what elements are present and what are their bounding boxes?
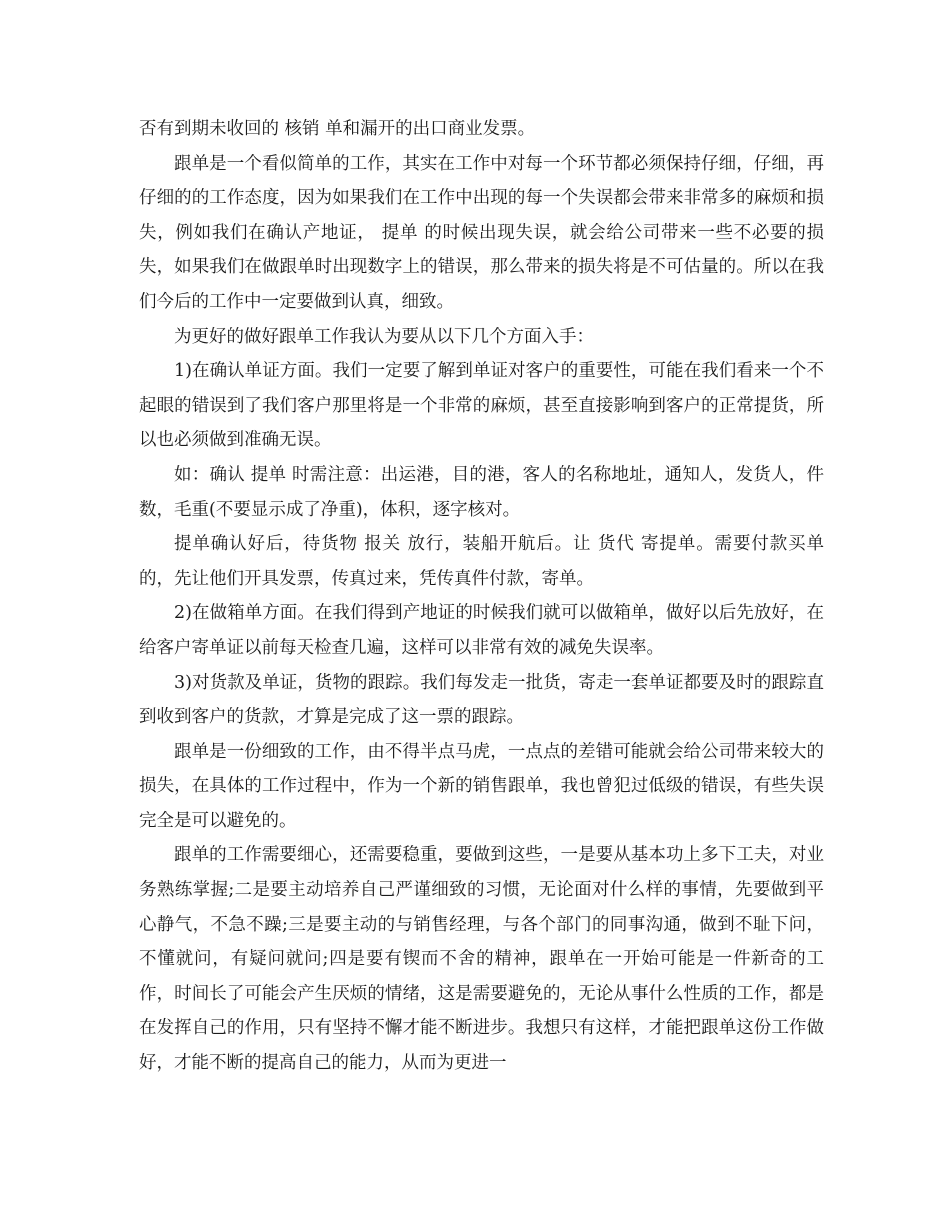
- document-body: [139, 112, 824, 1081]
- paragraph-bill-of-lading-check: 如：确认 提单 时需注意：出运港，目的港，客人的名称地址，通知人，发货人，件数，毛重(不要显示成了净重)，体积，逐字核对。: [139, 464, 824, 520]
- paragraph-continuation: 否有到期未收回的 核销 单和漏开的出口商业发票。: [139, 119, 536, 139]
- paragraph-approach-intro: 为更好的做好跟单工作我认为要从以下几个方面入手：: [174, 326, 594, 347]
- paragraph-bill-of-lading-confirmed: 提单确认好后，待货物 报关 放行，装船开航后。让 货代 寄提单。需要付款买单的，先让他们开具发票，传真过来，凭传真件付款，寄单。: [139, 534, 824, 589]
- paragraph-point-2-packing-list: 2)在做箱单方面。在我们得到产地证的时候我们就可以做箱单，做好以后先放好，在给客户寄单证以前每天检查几遍，这样可以非常有效的减免失误率。: [139, 603, 824, 658]
- paragraph-detail-work: 跟单是一份细致的工作，由不得半点马虎，一点点的差错可能就会给公司带来较大的损失，在具体的工作过程中，作为一个新的销售跟单，我也曾犯过低级的错误，有些失误完全是可以避免的。: [139, 741, 824, 831]
- paragraph-point-3-tracking: 3)对货款及单证，货物的跟踪。我们每发走一批货，寄走一套单证都要及时的跟踪直到收到客户的货款，才算是完成了这一票的跟踪。: [139, 672, 824, 728]
- paragraph-care-importance: 跟单是一个看似简单的工作，其实在工作中对每一个环节都必须保持仔细，仔细，再仔细的的工作态度，因为如果我们在工作中出现的每一个失误都会带来非常多的麻烦和损失，例如我们在确认产地证， 提单 的时候出现失误，就会给公司带来一些不必要的损失，如果我们在做跟单时出现数字上的错误，那么带来的损失将是不可估量的。所以在我们今后的工作中一定要做到认真，细致。: [139, 153, 824, 312]
- paragraph-requirements: 跟单的工作需要细心，还需要稳重，要做到这些，一是要从基本功上多下工夫，对业务熟练掌握;二是要主动培养自己严谨细致的习惯，无论面对什么样的事情，先要做到平心静气，不急不躁;三是要主动的与销售经理，与各个部门的同事沟通，做到不耻下问，不懂就问，有疑问就问;四是要有锲而不舍的精神，跟单在一开始可能是一件新奇的工作，时间长了可能会产生厌烦的情绪，这是需要避免的，无论从事什么性质的工作，都是在发挥自己的作用，只有坚持不懈才能不断进步。我想只有这样，才能把跟单这份工作做好，才能不断的提高自己的能力，从而为更进一: [139, 845, 824, 1074]
- paragraph-point-1-documents: 1)在确认单证方面。我们一定要了解到单证对客户的重要性，可能在我们看来一个不起眼的错误到了我们客户那里将是一个非常的麻烦，甚至直接影响到客户的正常提货，所以也必须做到准确无误。: [139, 361, 824, 451]
